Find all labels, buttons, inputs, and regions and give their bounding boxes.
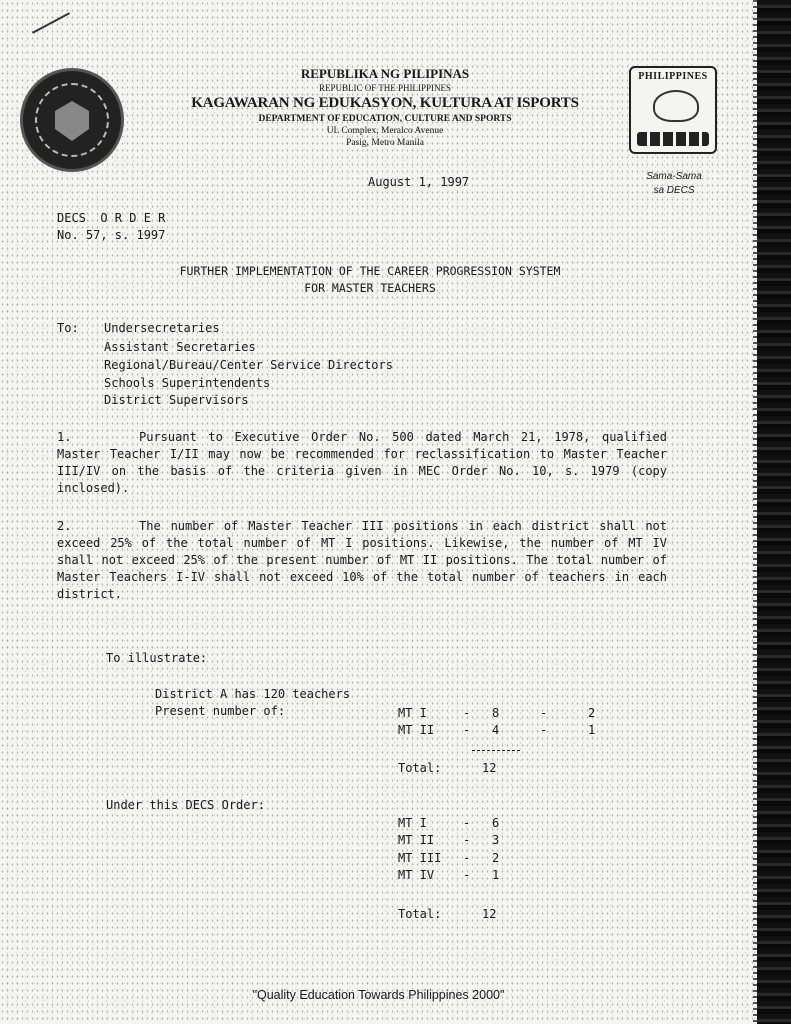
addressee: District Supervisors	[104, 393, 249, 407]
present-sep: -	[463, 706, 471, 720]
paragraph-text: Pursuant to Executive Order No. 500 dated March 21, 1978, qualified Master Teacher I/II may now be recommended for reclassification to Master Teacher III/IV on the basis of the criteria given in MEC Order No. 10, s. 1979 (copy inclosed).	[57, 430, 667, 495]
letterhead-republika: REPUBLIKA NG PILIPINAS	[300, 66, 470, 81]
philippines-2000-logo	[629, 66, 717, 154]
present-sep: -	[463, 723, 471, 737]
under-sep: -	[463, 833, 471, 847]
under-count: 2	[492, 851, 500, 865]
present-label: Present number of:	[155, 704, 286, 718]
logo-slogan	[628, 170, 720, 198]
under-total-label: Total:	[398, 907, 442, 921]
footer-slogan: "Quality Education Towards Philippines 2000"	[252, 988, 505, 1002]
under-count: 6	[492, 816, 500, 830]
order-label: DECS O R D E R	[57, 211, 166, 225]
letterhead-address1: UL Complex, Meralco Avenue	[326, 126, 444, 136]
addressee: Undersecretaries	[104, 321, 220, 335]
letterhead-kagawaran: KAGAWARAN NG EDUKASYON, KULTURA AT ISPORTS	[191, 95, 579, 111]
slogan-line-1: Sama-Sama	[646, 171, 702, 182]
slogan-line-2: sa DECS	[653, 185, 695, 196]
document-date: August 1, 1997	[368, 175, 470, 189]
paragraph-number: 1.	[57, 430, 72, 444]
addressee: Regional/Bureau/Center Service Directors	[104, 358, 393, 372]
globe-icon	[653, 90, 699, 122]
sum-rule	[472, 750, 520, 751]
under-sep: -	[463, 868, 471, 882]
letterhead-address2: Pasig, Metro Manila	[346, 138, 424, 148]
subject-line-1: FURTHER IMPLEMENTATION OF THE CAREER PROGRESSION SYSTEM	[179, 264, 561, 278]
subject	[100, 263, 640, 297]
addressee: Schools Superintendents	[104, 376, 271, 390]
under-sep: -	[463, 816, 471, 830]
district-line: District A has 120 teachers	[155, 687, 351, 701]
under-count: 3	[492, 833, 500, 847]
present-count: 8	[492, 706, 500, 720]
paragraph-1	[57, 429, 667, 497]
pen-mark	[32, 12, 70, 33]
department-seal	[20, 68, 124, 172]
present-ratio: 2	[588, 706, 596, 720]
subject-line-2: FOR MASTER TEACHERS	[304, 281, 436, 295]
scan-edge	[757, 0, 791, 1024]
present-sep: -	[540, 706, 548, 720]
order-number: No. 57, s. 1997	[57, 228, 166, 242]
logo-text: PHILIPPINES	[638, 71, 708, 82]
under-mt-name: MT I	[398, 816, 427, 830]
to-label: To:	[57, 321, 79, 335]
present-total-label: Total:	[398, 761, 442, 775]
under-sep: -	[463, 851, 471, 865]
paragraph-text: The number of Master Teacher III positions in each district shall not exceed 25% of the total number of MT I positions. Likewise, the number of MT IV shall not exceed 25% of the present number of MT II positions. The total number of Master Teachers I-IV shall not exceed 10% of the total number of teachers in each district.	[57, 519, 667, 601]
under-total: 12	[482, 907, 497, 921]
paragraph-2	[57, 518, 667, 603]
letterhead-republic: REPUBLIC OF THE PHILIPPINES	[318, 83, 452, 93]
logo-2000-mark	[637, 132, 709, 146]
present-count: 4	[492, 723, 500, 737]
present-mt-name: MT II	[398, 723, 435, 737]
under-mt-name: MT IV	[398, 868, 435, 882]
under-mt-name: MT III	[398, 851, 442, 865]
under-order-label: Under this DECS Order:	[106, 798, 265, 812]
present-ratio: 1	[588, 723, 596, 737]
present-sep: -	[540, 723, 548, 737]
illustrate-label: To illustrate:	[106, 651, 208, 665]
under-count: 1	[492, 868, 500, 882]
letterhead-department: DEPARTMENT OF EDUCATION, CULTURE AND SPORTS	[258, 114, 512, 124]
present-mt-name: MT I	[398, 706, 427, 720]
addressee: Assistant Secretaries	[104, 340, 256, 354]
present-total: 12	[482, 761, 497, 775]
letterhead	[150, 66, 620, 149]
under-mt-name: MT II	[398, 833, 435, 847]
paragraph-number: 2.	[57, 519, 72, 533]
